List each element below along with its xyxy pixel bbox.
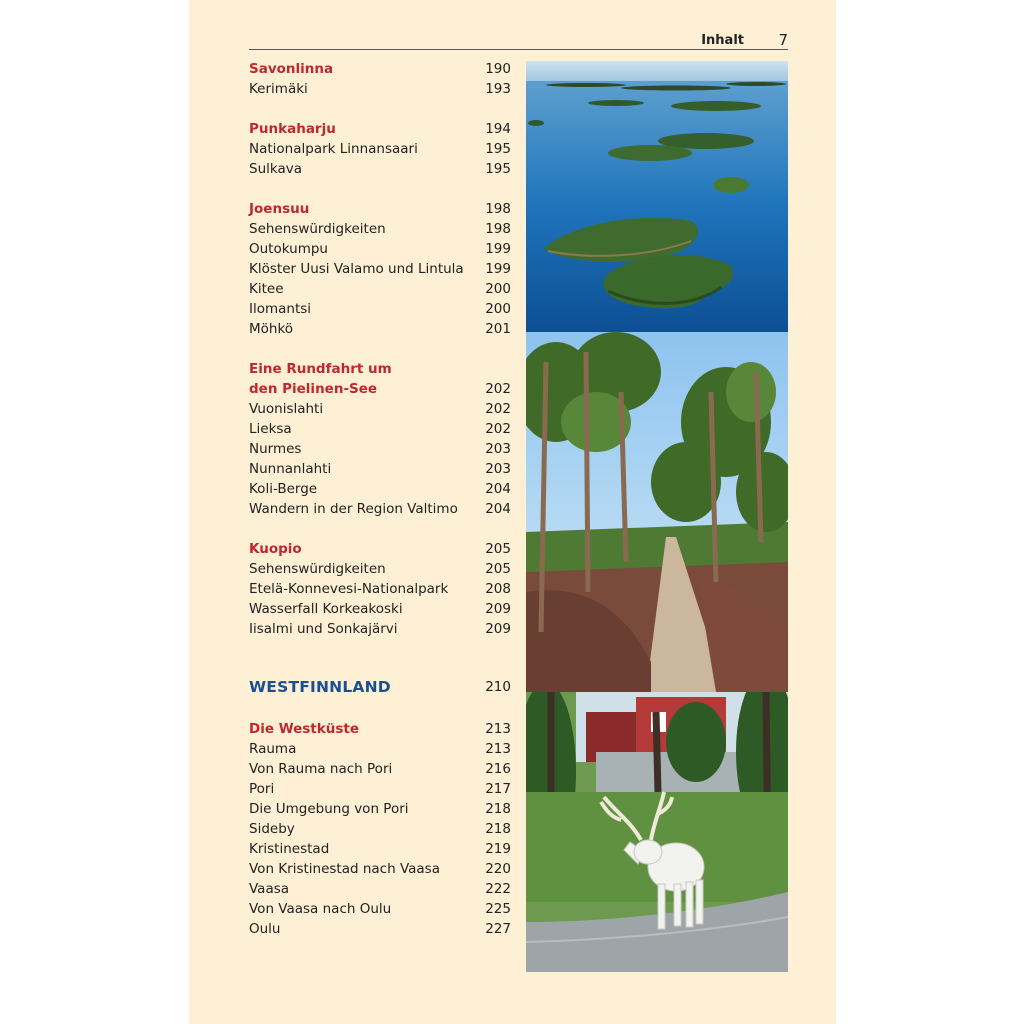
toc-entry-label: Vuonislahti [249, 401, 324, 417]
toc-entry-label: Sehenswürdigkeiten [249, 561, 386, 577]
toc-entry[interactable] [249, 819, 511, 839]
toc-entry[interactable] [249, 599, 511, 619]
toc-entry[interactable] [249, 159, 511, 179]
toc-entry-label: Ilomantsi [249, 301, 312, 317]
toc-entry-label: Kerimäki [249, 81, 308, 97]
toc-chapter-heading[interactable] [249, 379, 511, 399]
toc-entry[interactable] [249, 839, 511, 859]
page-header [249, 32, 788, 50]
toc-entry-label: Nurmes [249, 441, 302, 457]
toc-entry-label: Klöster Uusi Valamo und Lintula [249, 261, 464, 277]
toc-entry-page: 218 [485, 821, 511, 837]
toc-entry[interactable] [249, 759, 511, 779]
toc-entry-page: 195 [485, 141, 511, 157]
toc-entry[interactable] [249, 899, 511, 919]
toc-entry-page: 199 [485, 241, 511, 257]
toc-entry-page: 198 [485, 221, 511, 237]
toc-chapter-heading[interactable] [249, 539, 511, 559]
toc-entry-page: 193 [485, 81, 511, 97]
toc-entry[interactable] [249, 299, 511, 319]
toc-spacer [249, 179, 511, 199]
toc-entry-page: 194 [485, 121, 511, 137]
toc-entry[interactable] [249, 319, 511, 339]
toc-entry-label: Rauma [249, 741, 297, 757]
toc-entry-page: 200 [485, 301, 511, 317]
toc-entry-label: Joensuu [249, 201, 310, 217]
toc-entry-label: Sulkava [249, 161, 302, 177]
toc-region-heading[interactable] [249, 672, 511, 702]
toc-entry-page: 218 [485, 801, 511, 817]
toc-entry-label: Nationalpark Linnansaari [249, 141, 418, 157]
toc-spacer [249, 99, 511, 119]
toc-entry-page: 213 [485, 741, 511, 757]
toc-entry[interactable] [249, 779, 511, 799]
forest-path-photo [526, 332, 788, 692]
toc-entry-page: 190 [485, 61, 511, 77]
toc-entry[interactable] [249, 79, 511, 99]
toc-entry-label: WESTFINNLAND [249, 678, 391, 696]
toc-chapter-heading[interactable] [249, 59, 511, 79]
toc-entry-label: Die Umgebung von Pori [249, 801, 409, 817]
toc-entry-page: 203 [485, 461, 511, 477]
toc-entry[interactable] [249, 919, 511, 939]
toc-entry-label: den Pielinen-See [249, 381, 378, 397]
lake-islands-photo [526, 61, 788, 332]
photo-column [526, 61, 788, 972]
toc-spacer [249, 339, 511, 359]
toc-entry[interactable] [249, 479, 511, 499]
page-number: 7 [778, 31, 788, 49]
toc-entry-label: Sideby [249, 821, 295, 837]
toc-chapter-heading[interactable] [249, 199, 511, 219]
toc-entry[interactable] [249, 279, 511, 299]
toc-entry-page: 205 [485, 541, 511, 557]
toc-entry-page: 202 [485, 381, 511, 397]
toc-entry[interactable] [249, 259, 511, 279]
toc-entry-label: Etelä-Konnevesi-Nationalpark [249, 581, 449, 597]
toc-chapter-heading[interactable] [249, 359, 511, 379]
toc-entry-page: 199 [485, 261, 511, 277]
toc-entry-label: Iisalmi und Sonkajärvi [249, 621, 398, 637]
toc-entry[interactable] [249, 739, 511, 759]
toc-entry-label: Wandern in der Region Valtimo [249, 501, 458, 517]
toc-entry[interactable] [249, 399, 511, 419]
toc-entry-page: 213 [485, 721, 511, 737]
toc-entry-page: 219 [485, 841, 511, 857]
toc-entry-label: Lieksa [249, 421, 292, 437]
toc-entry-page: 222 [485, 881, 511, 897]
toc-spacer [249, 519, 511, 539]
toc-entry[interactable] [249, 219, 511, 239]
toc-entry[interactable] [249, 879, 511, 899]
toc-chapter-heading[interactable] [249, 119, 511, 139]
toc-entry-label: Sehenswürdigkeiten [249, 221, 386, 237]
toc-entry-page: 227 [485, 921, 511, 937]
toc-entry-label: Eine Rundfahrt um [249, 361, 392, 377]
toc-entry-page: 198 [485, 201, 511, 217]
toc-entry-page: 204 [485, 501, 511, 517]
toc-entry-page: 220 [485, 861, 511, 877]
toc-entry[interactable] [249, 239, 511, 259]
toc-entry-page: 201 [485, 321, 511, 337]
toc-entry-page: 202 [485, 421, 511, 437]
toc-spacer [249, 702, 511, 719]
toc-chapter-heading[interactable] [249, 719, 511, 739]
toc-entry[interactable] [249, 139, 511, 159]
toc-entry-label: Möhkö [249, 321, 294, 337]
toc-entry-label: Von Kristinestad nach Vaasa [249, 861, 440, 877]
toc-entry-label: Kuopio [249, 541, 302, 557]
toc-entry-page: 205 [485, 561, 511, 577]
toc-spacer [249, 639, 511, 672]
toc-entry-label: Die Westküste [249, 721, 359, 737]
toc-entry-label: Kitee [249, 281, 284, 297]
toc-entry-page: 216 [485, 761, 511, 777]
toc-entry-label: Vaasa [249, 881, 290, 897]
toc-entry[interactable] [249, 799, 511, 819]
toc-entry-page: 208 [485, 581, 511, 597]
toc-entry-page: 217 [485, 781, 511, 797]
toc-entry[interactable] [249, 859, 511, 879]
toc-entry-page: 200 [485, 281, 511, 297]
toc-entry-label: Oulu [249, 921, 281, 937]
toc-entry[interactable] [249, 499, 511, 519]
toc-entry-label: Kristinestad [249, 841, 330, 857]
white-reindeer-photo [526, 692, 788, 972]
toc-entry-page: 203 [485, 441, 511, 457]
toc-entry-label: Von Rauma nach Pori [249, 761, 393, 777]
toc-entry-page: 225 [485, 901, 511, 917]
toc-entry[interactable] [249, 619, 511, 639]
table-of-contents [249, 59, 511, 939]
toc-entry-label: Wasserfall Korkeakoski [249, 601, 403, 617]
toc-entry-page: 195 [485, 161, 511, 177]
toc-entry-page: 209 [485, 621, 511, 637]
toc-entry-page: 204 [485, 481, 511, 497]
toc-entry[interactable] [249, 579, 511, 599]
toc-entry-label: Nunnanlahti [249, 461, 332, 477]
toc-entry-page: 209 [485, 601, 511, 617]
toc-entry-label: Punkaharju [249, 121, 336, 137]
toc-entry[interactable] [249, 419, 511, 439]
toc-entry-label: Von Vaasa nach Oulu [249, 901, 392, 917]
toc-entry-page: 210 [485, 679, 511, 695]
toc-entry[interactable] [249, 459, 511, 479]
section-title: Inhalt [701, 33, 744, 48]
toc-entry-page: 202 [485, 401, 511, 417]
toc-entry[interactable] [249, 559, 511, 579]
toc-entry[interactable] [249, 439, 511, 459]
toc-entry-label: Pori [249, 781, 275, 797]
toc-entry-label: Koli-Berge [249, 481, 318, 497]
toc-entry-label: Outokumpu [249, 241, 328, 257]
toc-entry-label: Savonlinna [249, 61, 334, 77]
